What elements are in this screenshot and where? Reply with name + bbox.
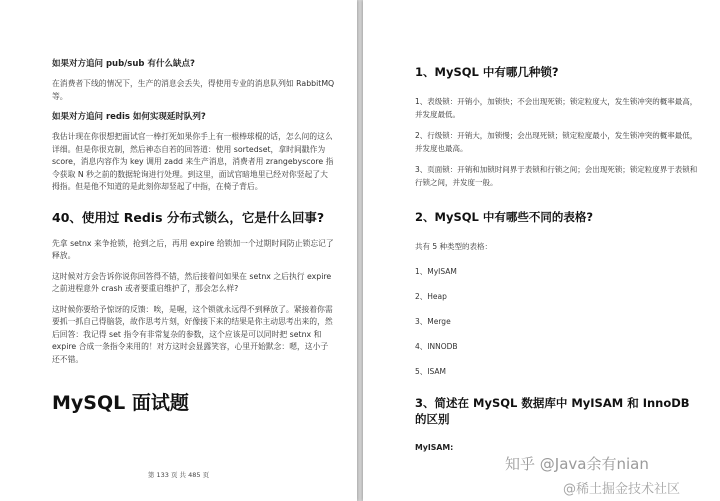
- answer-set-params: 这时候你要给予惊讶的反馈：唉，是喔，这个锁就永远得不到释放了。紧接着你需要抓一抓自己得脑袋，故作思考片刻，好像接下来的结果是你主动思考出来的，然后回答：我记得 set 指令有非常复杂的参数，这个应该是可以同时把 setnx 和 expire 合成一条指令来用的！对方这时会显露笑容，心里开始默念：嗯，这小子还不错。: [52, 304, 333, 364]
- section-title-distributed-lock: 40、使用过 Redis 分布式锁么，它是什么回事?: [52, 209, 325, 225]
- section-title-tables: 2、MySQL 中有哪些不同的表格?: [415, 210, 594, 224]
- section-title-locks: 1、MySQL 中有哪几种锁?: [415, 65, 559, 79]
- right-page: [363, 0, 720, 501]
- table-type-item: 2、Heap: [415, 292, 447, 301]
- zhihu-watermark: 知乎 @Java余有nian: [505, 455, 649, 473]
- question-delay-queue: 如果对方追问 redis 如何实现延时队列?: [52, 112, 206, 122]
- page-footer: 第 133 页 共 485 页: [147, 471, 210, 479]
- answer-delay-queue: 我估计现在你很想把面试官一棒打死如果你手上有一根棒球棍的话，怎么问的这么详细。但是你很克制，然后神态自若的回答道：使用 sortedset，拿时间戳作为 score，消息内容作为 key 调用 zadd 来生产消息，消费者用 zrangebyscore 指令获取 N 秒之前的数据轮询进行处理。到这里，面试官暗地里已经对你竖起了大拇指。但是他不知道的是此刻你却竖起了中指，在椅子背后。: [52, 132, 334, 191]
- tables-intro: 共有 5 种类型的表格：: [415, 242, 493, 251]
- juejin-watermark: @稀土掘金技术社区: [563, 482, 681, 497]
- lock-item: 3、页面锁：开销和加锁时间界于表锁和行锁之间；会出现死锁；锁定粒度界于表锁和行锁之间，并发度一般。: [415, 165, 698, 187]
- question-pubsub: 如果对方追问 pub/sub 有什么缺点?: [52, 59, 195, 69]
- section-title-myisam-innodb: 3、简述在 MySQL 数据库中 MyISAM 和 InnoDB 的区别: [415, 396, 690, 426]
- table-type-item: 4、INNODB: [415, 342, 458, 351]
- lock-item: 2、行级锁：开销大，加锁慢；会出现死锁；锁定粒度最小，发生锁冲突的概率最低，并发度也最高。: [415, 131, 698, 153]
- left-page: [0, 0, 357, 501]
- lock-item: 1、表级锁：开销小，加锁快；不会出现死锁；锁定粒度大，发生锁冲突的概率最高，并发度最低。: [415, 97, 698, 119]
- mysql-chapter-title: MySQL 面试题: [52, 392, 189, 414]
- table-type-item: 3、Merge: [415, 317, 451, 326]
- answer-setnx: 先拿 setnx 来争抢锁，抢到之后，再用 expire 给锁加一个过期时间防止锁忘记了释放。: [52, 238, 334, 260]
- table-type-item: 5、ISAM: [415, 367, 446, 376]
- myisam-label: MyISAM:: [415, 443, 454, 452]
- answer-crash: 这时候对方会告诉你说你回答得不错，然后接着问如果在 setnx 之后执行 expire 之前进程意外 crash 或者要重启维护了，那会怎么样?: [52, 271, 332, 293]
- answer-pubsub: 在消费者下线的情况下，生产的消息会丢失，得使用专业的消息队列如 RabbitMQ 等。: [52, 79, 335, 101]
- table-type-item: 1、MyISAM: [415, 267, 457, 276]
